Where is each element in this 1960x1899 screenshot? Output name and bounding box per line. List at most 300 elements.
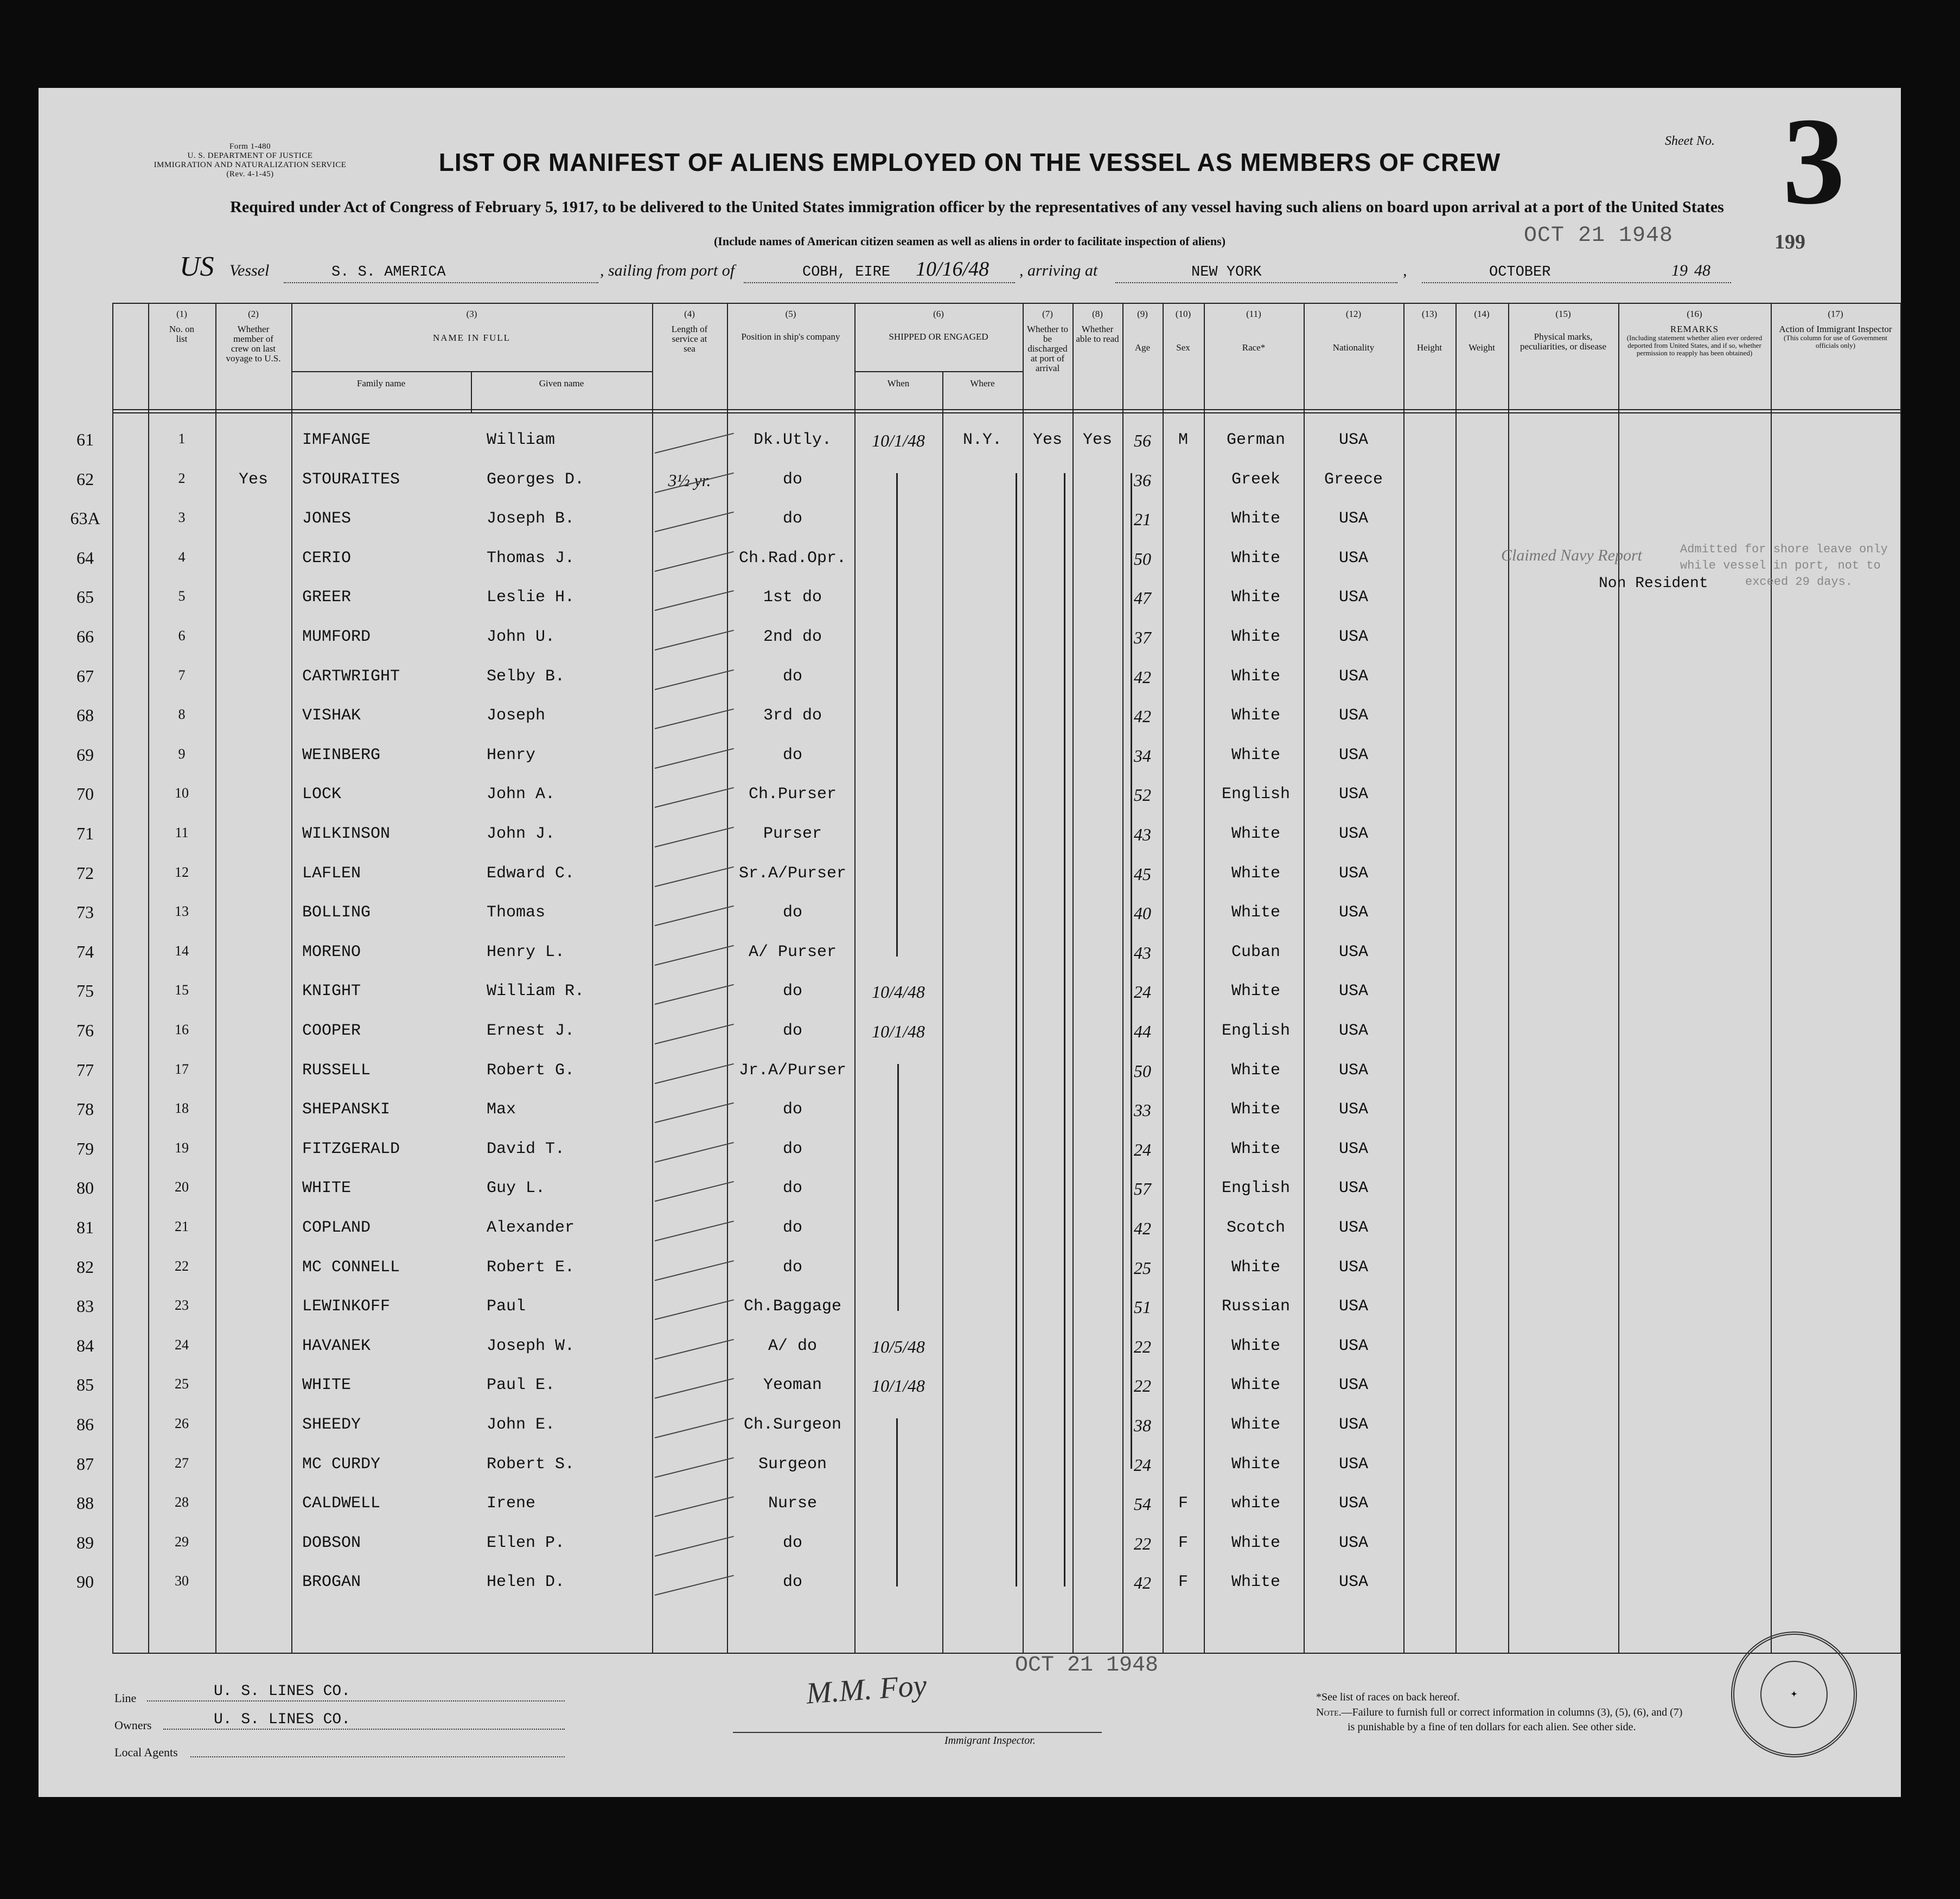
cell-sex: F	[1178, 1573, 1188, 1592]
cell-nat: USA	[1338, 509, 1368, 528]
line-number: 85	[76, 1375, 94, 1395]
cell-position: A/ do	[768, 1336, 817, 1355]
cell-position: do	[782, 1100, 802, 1119]
year: 48	[1694, 262, 1710, 279]
cell-no: 16	[175, 1022, 189, 1037]
col-header-nationality: (12) Nationality	[1332, 309, 1375, 353]
cell-age: 24	[1134, 982, 1151, 1002]
cell-age: 34	[1134, 745, 1151, 766]
cell-position: Surgeon	[758, 1455, 827, 1474]
arrival-month: OCTOBER	[1489, 264, 1551, 281]
line-value: U. S. LINES CO.	[214, 1683, 351, 1700]
col-header-remarks: (16) REMARKS (Including statement whether alien ever ordered deported from United States, and if so, whether permission to reapply has been obtained)	[1626, 309, 1763, 357]
ditto-mark	[1064, 473, 1065, 1587]
cell-family: IMFANGE	[302, 431, 371, 449]
cell-given: John J.	[487, 825, 556, 843]
sailing-date: 10/16/48	[916, 258, 989, 281]
cell-no: 8	[178, 706, 186, 723]
service-slash	[655, 1221, 734, 1241]
cell-race: white	[1231, 1494, 1280, 1513]
subtitle: Required under Act of Congress of February 5, 1917, to be delivered to the United States immigration officer by the representatives of any vessel having such aliens on board upon arrival at a port of the United States	[230, 198, 1724, 216]
cell-given: David T.	[487, 1139, 565, 1158]
line-number: 88	[76, 1493, 94, 1513]
cell-family: LAFLEN	[302, 864, 361, 883]
cell-position: do	[782, 1139, 802, 1158]
cell-age: 42	[1134, 1219, 1151, 1238]
port-name: COBH, EIRE	[802, 264, 891, 281]
col-header-weight: (14) Weight	[1469, 309, 1495, 353]
cell-nat: USA	[1338, 1494, 1368, 1513]
ditto-mark	[897, 1064, 899, 1311]
cell-family: FITZGERALD	[302, 1139, 400, 1158]
cell-nat: USA	[1338, 942, 1368, 961]
penalty-note: Note.—Failure to furnish full or correct information in columns (3), (5), (6), and (7)	[1316, 1706, 1683, 1718]
col-header-position: (5) Position in ship's company	[741, 309, 840, 342]
cell-given: Edward C.	[487, 864, 575, 883]
date-stamp: OCT 21 1948	[1524, 224, 1674, 248]
cell-given: Guy L.	[487, 1179, 546, 1198]
cell-position: do	[782, 1533, 802, 1552]
cell-race: White	[1231, 1061, 1280, 1080]
col-header-given-name: Given name	[539, 378, 584, 388]
cell-no: 14	[175, 942, 189, 959]
service-slash	[655, 827, 734, 847]
cell-race: Scotch	[1226, 1219, 1286, 1237]
remarks-non-resident: Non Resident	[1599, 575, 1708, 592]
cell-position: Jr.A/Purser	[738, 1061, 847, 1080]
cell-nat: USA	[1338, 431, 1368, 449]
cell-age: 40	[1134, 903, 1151, 923]
penalty-note-2: is punishable by a fine of ten dollars for each alien. See other side.	[1348, 1721, 1636, 1733]
cell-family: COPLAND	[302, 1219, 371, 1237]
cell-race: White	[1231, 1376, 1280, 1395]
service-slash	[655, 748, 734, 769]
cell-race: White	[1231, 1258, 1280, 1277]
line-number: 66	[76, 627, 94, 646]
owners-value: U. S. LINES CO.	[214, 1711, 351, 1728]
line-number: 78	[76, 1099, 94, 1119]
col-header-inspector-action: (17) Action of Immigrant Inspector (This column for use of Government officials only)	[1779, 309, 1892, 349]
local-agents-label: Local Agents	[114, 1745, 178, 1759]
cell-given: Robert G.	[487, 1061, 575, 1080]
cell-given: Joseph B.	[487, 509, 575, 528]
cell-race: Cuban	[1231, 942, 1280, 961]
cell-position: Ch.Rad.Opr.	[738, 549, 847, 568]
line-number: 72	[76, 863, 94, 883]
cell-nat: USA	[1338, 1533, 1368, 1552]
cell-service: 3½ yr.	[668, 470, 711, 490]
cell-nat: USA	[1338, 1179, 1368, 1198]
cell-sex: M	[1178, 431, 1188, 449]
cell-nat: USA	[1338, 628, 1368, 646]
line-number: 81	[76, 1218, 94, 1237]
col-header-when: When	[887, 378, 910, 388]
col-header-no: (1) No. on list	[169, 309, 195, 344]
cell-age: 44	[1134, 1022, 1151, 1041]
cell-age: 24	[1134, 1139, 1151, 1159]
service-slash	[655, 1142, 734, 1163]
cell-age: 47	[1134, 588, 1151, 608]
cell-prev: Yes	[238, 470, 268, 489]
cell-family: WEINBERG	[302, 745, 381, 764]
cell-age: 22	[1134, 1533, 1151, 1553]
line-number: 68	[76, 705, 94, 725]
cell-family: MUMFORD	[302, 628, 371, 646]
col-header-sex: (10) Sex	[1175, 309, 1191, 353]
col-header-read: (8) Whether able to read	[1076, 309, 1119, 344]
cell-age: 42	[1134, 667, 1151, 687]
cell-race: White	[1231, 628, 1280, 646]
cell-no: 30	[175, 1573, 189, 1589]
cell-given: Selby B.	[487, 667, 565, 686]
cell-race: White	[1231, 864, 1280, 883]
consular-seal	[1731, 1632, 1857, 1757]
cell-sex: F	[1178, 1494, 1188, 1513]
cell-given: Ellen P.	[487, 1533, 565, 1552]
cell-no: 2	[178, 470, 186, 486]
col-header-age: (9) Age	[1134, 309, 1151, 353]
cell-family: MORENO	[302, 942, 361, 961]
cell-no: 11	[175, 825, 189, 840]
cell-family: LOCK	[302, 785, 342, 804]
cell-race: White	[1231, 549, 1280, 568]
cell-nat: USA	[1338, 903, 1368, 922]
cell-nat: USA	[1338, 549, 1368, 568]
cell-nat: USA	[1338, 1336, 1368, 1355]
cell-nat: USA	[1338, 1573, 1368, 1592]
cell-family: HAVANEK	[302, 1336, 371, 1355]
cell-given: Paul E.	[487, 1376, 556, 1395]
ditto-mark	[1131, 473, 1132, 1469]
cell-age: 22	[1134, 1376, 1151, 1396]
cell-when: 10/1/48	[872, 1376, 925, 1396]
cell-age: 51	[1134, 1297, 1151, 1317]
cell-nat: USA	[1338, 745, 1368, 764]
cell-age: 56	[1134, 431, 1151, 450]
cell-age: 54	[1134, 1494, 1151, 1514]
service-slash	[655, 1260, 734, 1280]
cell-no: 25	[175, 1376, 189, 1392]
inspector-stamp-date: OCT 21 1948	[1015, 1653, 1159, 1678]
cell-given: William	[487, 431, 556, 449]
cell-no: 10	[175, 785, 189, 801]
cell-age: 36	[1134, 470, 1151, 490]
col-header-where: Where	[970, 378, 995, 388]
cell-family: MC CURDY	[302, 1455, 381, 1474]
cell-no: 19	[175, 1139, 189, 1156]
line-number: 65	[76, 587, 94, 607]
cell-no: 15	[175, 982, 189, 998]
races-note: *See list of races on back hereof.	[1316, 1691, 1460, 1703]
cell-race: White	[1231, 982, 1280, 1001]
cell-no: 1	[178, 431, 186, 447]
service-slash	[655, 1299, 734, 1320]
cell-given: Max	[487, 1100, 516, 1119]
service-slash	[655, 709, 734, 729]
sheet-number: 3	[1783, 92, 1845, 230]
page-title: LIST OR MANIFEST OF ALIENS EMPLOYED ON THE VESSEL AS MEMBERS OF CREW	[438, 148, 1501, 176]
cell-nat: USA	[1338, 1061, 1368, 1080]
cell-where: N.Y.	[962, 431, 1002, 449]
line-number: 67	[76, 666, 94, 686]
col-header-family-name: Family name	[356, 378, 406, 388]
cell-no: 13	[175, 903, 189, 920]
cell-family: KNIGHT	[302, 982, 361, 1001]
us-mark: US	[180, 251, 214, 282]
cell-given: John U.	[487, 628, 556, 646]
cell-given: Helen D.	[487, 1573, 565, 1592]
service-slash	[655, 1339, 734, 1360]
cell-given: Leslie H.	[487, 588, 575, 607]
cell-given: William R.	[487, 982, 585, 1001]
cell-position: Ch.Surgeon	[743, 1416, 842, 1434]
cell-given: Paul	[487, 1297, 526, 1316]
cell-family: SHEEDY	[302, 1416, 361, 1434]
ditto-mark	[896, 473, 898, 957]
service-slash	[655, 1575, 734, 1596]
arriving-label: , arriving at	[1019, 262, 1098, 279]
cell-age: 52	[1134, 785, 1151, 805]
line-number: 80	[76, 1178, 94, 1198]
cell-no: 5	[178, 588, 186, 604]
inspector-label: Immigrant Inspector.	[944, 1735, 1036, 1747]
cell-given: Robert S.	[487, 1455, 575, 1474]
col-header-height: (13) Height	[1416, 309, 1442, 353]
cell-position: Sr.A/Purser	[738, 864, 847, 883]
cell-no: 17	[175, 1061, 189, 1077]
line-number: 70	[76, 784, 94, 804]
cell-no: 29	[175, 1533, 189, 1550]
line-number: 77	[76, 1060, 94, 1080]
form-identifier: Form 1-480 U. S. DEPARTMENT OF JUSTICE IMMIGRATION AND NATURALIZATION SERVICE (Rev. 4-1-45)	[154, 142, 347, 179]
cell-when: 10/4/48	[872, 982, 925, 1002]
cell-position: Purser	[763, 825, 822, 843]
service-slash	[655, 1103, 734, 1123]
cell-no: 20	[175, 1179, 189, 1195]
cell-given: Joseph W.	[487, 1336, 575, 1355]
year-prefix: 19	[1671, 262, 1688, 279]
cell-race: White	[1231, 1455, 1280, 1474]
col-header-discharged: (7) Whether to be discharged at port of arrival	[1027, 309, 1068, 373]
line-number: 75	[76, 981, 94, 1001]
cell-position: Nurse	[768, 1494, 817, 1513]
remarks-typed-line-2: while vessel in port, not to	[1680, 559, 1881, 572]
manifest-sheet	[39, 88, 1901, 1797]
col-header-prev-voyage: (2) Whether member of crew on last voyage to U.S.	[226, 309, 281, 364]
service-slash	[655, 1024, 734, 1044]
cell-age: 43	[1134, 825, 1151, 844]
cell-age: 57	[1134, 1179, 1151, 1199]
cell-age: 50	[1134, 1061, 1151, 1081]
cell-no: 3	[178, 509, 186, 526]
cell-age: 37	[1134, 628, 1151, 647]
vessel-label: Vessel	[229, 262, 270, 279]
cell-race: Russian	[1221, 1297, 1291, 1316]
cell-position: do	[782, 1179, 802, 1198]
cell-age: 22	[1134, 1336, 1151, 1356]
cell-family: WHITE	[302, 1179, 352, 1198]
cell-given: Henry	[487, 745, 536, 764]
service-slash	[655, 1063, 734, 1084]
cell-family: COOPER	[302, 1022, 361, 1040]
cell-nat: USA	[1338, 982, 1368, 1001]
cell-nat: USA	[1338, 1100, 1368, 1119]
service-slash	[655, 984, 734, 1005]
cell-family: WHITE	[302, 1376, 352, 1395]
cell-race: White	[1231, 1416, 1280, 1434]
cell-given: Joseph	[487, 706, 546, 725]
cell-nat: USA	[1338, 1022, 1368, 1040]
cell-no: 9	[178, 745, 186, 762]
cell-race: White	[1231, 509, 1280, 528]
cell-race: English	[1221, 1179, 1291, 1198]
cell-position: 2nd do	[763, 628, 822, 646]
cell-given: Ernest J.	[487, 1022, 575, 1040]
line-number: 64	[76, 547, 94, 568]
cell-nat: Greece	[1324, 470, 1383, 489]
cell-race: White	[1231, 1139, 1280, 1158]
cell-age: 45	[1134, 864, 1151, 884]
cell-family: RUSSELL	[302, 1061, 371, 1080]
cell-when: 10/1/48	[872, 1022, 925, 1041]
cell-family: DOBSON	[302, 1533, 361, 1552]
cell-position: do	[782, 1022, 802, 1040]
cell-nat: USA	[1338, 825, 1368, 843]
cell-position: do	[782, 509, 802, 528]
cell-race: White	[1231, 588, 1280, 607]
cell-race: White	[1231, 1573, 1280, 1592]
cell-position: do	[782, 982, 802, 1001]
ditto-mark	[896, 1418, 898, 1586]
cell-race: White	[1231, 745, 1280, 764]
cell-race: White	[1231, 706, 1280, 725]
cell-family: VISHAK	[302, 706, 361, 725]
service-slash	[655, 669, 734, 690]
cell-no: 22	[175, 1258, 189, 1274]
remarks-typed-line-3: exceed 29 days.	[1745, 575, 1853, 589]
cell-read: Yes	[1082, 431, 1112, 449]
cell-position: do	[782, 1573, 802, 1592]
cell-family: SHEPANSKI	[302, 1100, 391, 1119]
service-slash	[655, 906, 734, 926]
cell-given: Georges D.	[487, 470, 585, 489]
cell-age: 42	[1134, 1573, 1151, 1593]
cell-age: 21	[1134, 509, 1151, 530]
line-number: 82	[76, 1257, 94, 1277]
line-number: 69	[76, 744, 94, 764]
cell-nat: USA	[1338, 1376, 1368, 1395]
cell-given: Robert E.	[487, 1258, 575, 1277]
cell-family: GREER	[302, 588, 352, 607]
cell-position: do	[782, 667, 802, 686]
cell-position: do	[782, 1258, 802, 1277]
arrival-port: NEW YORK	[1191, 264, 1262, 281]
cell-no: 6	[178, 628, 186, 643]
line-number: 71	[76, 824, 94, 843]
cell-position: do	[782, 745, 802, 764]
cell-nat: USA	[1338, 785, 1368, 804]
service-slash	[655, 787, 734, 808]
service-slash	[655, 590, 734, 611]
cell-no: 23	[175, 1297, 189, 1314]
line-number: 84	[76, 1335, 94, 1355]
cell-race: English	[1221, 1022, 1291, 1040]
line-number: 74	[76, 941, 94, 961]
cell-family: CERIO	[302, 549, 352, 568]
cell-race: White	[1231, 903, 1280, 922]
cell-race: Greek	[1231, 470, 1280, 489]
cell-position: Ch.Purser	[748, 785, 837, 804]
cell-when: 10/1/48	[872, 431, 925, 450]
cell-position: do	[782, 903, 802, 922]
col-header-name: (3) NAME IN FULL	[433, 309, 510, 343]
col-header-race: (11) Race*	[1242, 309, 1266, 353]
service-slash	[655, 945, 734, 966]
cell-given: Irene	[487, 1494, 536, 1513]
comma: ,	[1403, 262, 1407, 279]
cell-given: Thomas	[487, 903, 546, 922]
cell-nat: USA	[1338, 1219, 1368, 1237]
cell-family: BROGAN	[302, 1573, 361, 1592]
cell-position: Yeoman	[763, 1376, 822, 1395]
cell-race: White	[1231, 1336, 1280, 1355]
line-number: 86	[76, 1414, 94, 1434]
cell-family: MC CONNELL	[302, 1258, 400, 1277]
cell-race: White	[1231, 1100, 1280, 1119]
line-number: 62	[76, 469, 94, 489]
cell-age: 38	[1134, 1416, 1151, 1435]
cell-no: 27	[175, 1455, 189, 1471]
sheet-no-label: Sheet No.	[1665, 134, 1715, 148]
crew-table	[70, 303, 1901, 1654]
cell-nat: USA	[1338, 1416, 1368, 1434]
cell-no: 4	[178, 549, 186, 565]
line-number: 89	[76, 1532, 94, 1552]
cell-race: White	[1231, 1533, 1280, 1552]
cell-race: White	[1231, 825, 1280, 843]
vessel-name: S. S. AMERICA	[331, 264, 446, 281]
cell-discharged: Yes	[1032, 431, 1062, 449]
cell-nat: USA	[1338, 1455, 1368, 1474]
service-slash	[655, 551, 734, 572]
line-number: 61	[76, 430, 94, 449]
cell-family: CALDWELL	[302, 1494, 381, 1513]
eagle-icon: ✦	[1760, 1661, 1828, 1728]
cell-no: 24	[175, 1336, 189, 1353]
cell-nat: USA	[1338, 864, 1368, 883]
ditto-mark	[1016, 473, 1017, 1587]
service-slash	[655, 1536, 734, 1557]
cell-age: 43	[1134, 942, 1151, 963]
cell-sex: F	[1178, 1533, 1188, 1552]
subtitle-note: (Include names of American citizen seamen as well as aliens in order to facilitate inspection of aliens)	[713, 234, 1226, 248]
cell-age: 24	[1134, 1455, 1151, 1475]
cell-nat: USA	[1338, 1297, 1368, 1316]
service-slash	[655, 1418, 734, 1438]
cell-no: 21	[175, 1219, 189, 1234]
cell-when: 10/5/48	[872, 1336, 925, 1356]
service-slash	[655, 630, 734, 651]
cell-nat: USA	[1338, 706, 1368, 725]
cell-age: 42	[1134, 706, 1151, 727]
line-number: 76	[76, 1021, 94, 1040]
remarks-hand-note: Claimed Navy Report	[1501, 546, 1642, 564]
line-number: 83	[76, 1296, 94, 1316]
cell-given: Henry L.	[487, 942, 565, 961]
line-label: Line	[114, 1691, 137, 1705]
cell-position: 3rd do	[763, 706, 822, 725]
page-number: 199	[1774, 231, 1805, 253]
